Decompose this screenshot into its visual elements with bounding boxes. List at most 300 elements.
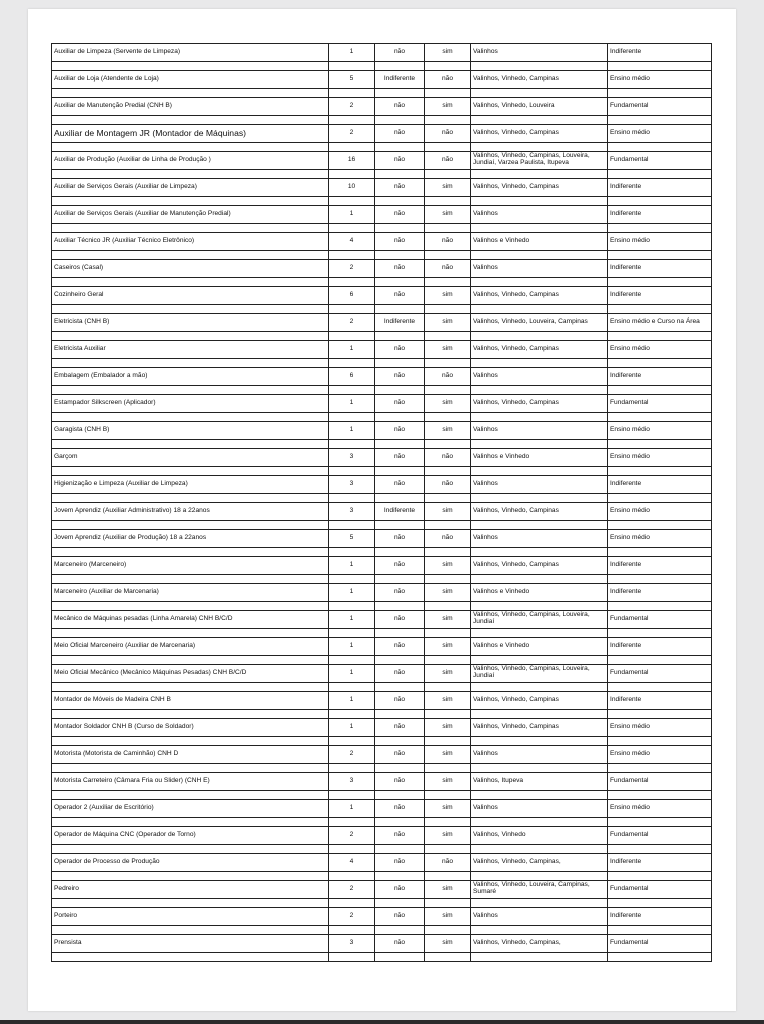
cell-col4: sim — [425, 395, 471, 413]
spacer-cell — [375, 142, 425, 152]
spacer-cell — [375, 844, 425, 854]
spacer-cell — [52, 304, 329, 314]
spacer-cell — [52, 142, 329, 152]
cell-location: Valinhos — [471, 260, 608, 278]
cell-education: Ensino médio — [608, 341, 712, 359]
table-row — [52, 476, 712, 494]
spacer-cell — [375, 115, 425, 125]
spacer-cell — [471, 466, 608, 476]
spacer-cell — [329, 169, 375, 179]
spacer-cell — [52, 574, 329, 584]
spacer-cell — [329, 439, 375, 449]
spacer-cell — [52, 61, 329, 71]
spacer-cell — [52, 223, 329, 233]
row-spacer — [52, 925, 712, 935]
spacer-cell — [608, 115, 712, 125]
spacer-cell — [471, 331, 608, 341]
cell-location: Valinhos, Vinhedo, Campinas — [471, 287, 608, 305]
spacer-cell — [471, 115, 608, 125]
spacer-cell — [329, 493, 375, 503]
spacer-cell — [471, 844, 608, 854]
spacer-cell — [375, 277, 425, 287]
cell-col4: sim — [425, 98, 471, 116]
spacer-cell — [375, 925, 425, 935]
cell-education: Ensino médio e Curso na Área — [608, 314, 712, 332]
spacer-cell — [52, 871, 329, 881]
table-row — [52, 881, 712, 899]
cell-job-title: Montador de Móveis de Madeira CNH B — [52, 692, 329, 710]
row-spacer — [52, 331, 712, 341]
cell-col3: não — [375, 854, 425, 872]
spacer-cell — [425, 925, 471, 935]
spacer-cell — [52, 250, 329, 260]
row-spacer — [52, 169, 712, 179]
spacer-cell — [608, 277, 712, 287]
table-row — [52, 233, 712, 251]
cell-col4: sim — [425, 908, 471, 926]
row-spacer — [52, 385, 712, 395]
spacer-cell — [375, 358, 425, 368]
spacer-cell — [329, 520, 375, 530]
spacer-cell — [329, 88, 375, 98]
cell-job-title: Garçom — [52, 449, 329, 467]
document-page — [28, 9, 736, 1011]
cell-col3: não — [375, 125, 425, 143]
cell-education: Ensino médio — [608, 800, 712, 818]
spacer-cell — [608, 871, 712, 881]
cell-job-title: Motorista (Motorista de Caminhão) CNH D — [52, 746, 329, 764]
spacer-cell — [425, 844, 471, 854]
cell-education: Fundamental — [608, 665, 712, 683]
table-row — [52, 800, 712, 818]
row-spacer — [52, 412, 712, 422]
cell-vacancies: 5 — [329, 71, 375, 89]
spacer-cell — [52, 493, 329, 503]
cell-education: Indiferente — [608, 260, 712, 278]
cell-vacancies: 6 — [329, 368, 375, 386]
spacer-cell — [608, 952, 712, 962]
row-spacer — [52, 439, 712, 449]
bottom-edge-bar — [0, 1020, 764, 1024]
cell-col4: sim — [425, 44, 471, 62]
cell-col3: não — [375, 395, 425, 413]
cell-vacancies: 2 — [329, 260, 375, 278]
cell-location: Valinhos, Vinhedo, Campinas, Louveira, Jundiaí, Varzea Paulista, Itupeva — [471, 152, 608, 170]
spacer-cell — [52, 817, 329, 827]
spacer-cell — [471, 871, 608, 881]
spacer-cell — [608, 169, 712, 179]
cell-job-title: Prensista — [52, 935, 329, 953]
cell-col3: Indiferente — [375, 503, 425, 521]
spacer-cell — [608, 547, 712, 557]
cell-education: Indiferente — [608, 206, 712, 224]
spacer-cell — [471, 493, 608, 503]
table-row — [52, 422, 712, 440]
cell-vacancies: 4 — [329, 854, 375, 872]
spacer-cell — [329, 790, 375, 800]
cell-education: Ensino médio — [608, 746, 712, 764]
spacer-cell — [608, 412, 712, 422]
cell-col4: sim — [425, 503, 471, 521]
cell-education: Ensino médio — [608, 503, 712, 521]
cell-col3: não — [375, 368, 425, 386]
spacer-cell — [471, 574, 608, 584]
spacer-cell — [375, 817, 425, 827]
table-row — [52, 449, 712, 467]
spacer-cell — [52, 898, 329, 908]
cell-education: Fundamental — [608, 935, 712, 953]
spacer-cell — [471, 520, 608, 530]
cell-col4: não — [425, 449, 471, 467]
row-spacer — [52, 88, 712, 98]
spacer-cell — [329, 871, 375, 881]
spacer-cell — [52, 682, 329, 692]
spacer-cell — [608, 844, 712, 854]
row-spacer — [52, 952, 712, 962]
table-row — [52, 260, 712, 278]
cell-col3: não — [375, 287, 425, 305]
cell-col3: não — [375, 557, 425, 575]
cell-col4: sim — [425, 287, 471, 305]
spacer-cell — [375, 655, 425, 665]
cell-col3: não — [375, 719, 425, 737]
row-spacer — [52, 466, 712, 476]
cell-job-title: Jovem Aprendiz (Auxiliar de Produção) 18 a 22anos — [52, 530, 329, 548]
spacer-cell — [329, 277, 375, 287]
spacer-cell — [52, 358, 329, 368]
spacer-cell — [375, 385, 425, 395]
table-row — [52, 746, 712, 764]
cell-location: Valinhos, Vinhedo, Louveira — [471, 98, 608, 116]
spacer-cell — [329, 196, 375, 206]
spacer-cell — [471, 952, 608, 962]
cell-location: Valinhos — [471, 206, 608, 224]
spacer-cell — [425, 250, 471, 260]
cell-vacancies: 1 — [329, 719, 375, 737]
cell-col3: não — [375, 827, 425, 845]
cell-col4: sim — [425, 611, 471, 629]
cell-col3: não — [375, 881, 425, 899]
spacer-cell — [608, 925, 712, 935]
cell-col3: não — [375, 341, 425, 359]
spacer-cell — [329, 628, 375, 638]
spacer-cell — [471, 412, 608, 422]
row-spacer — [52, 871, 712, 881]
row-spacer — [52, 736, 712, 746]
job-vacancies-table — [51, 43, 712, 962]
cell-job-title: Montador Soldador CNH B (Curso de Soldador) — [52, 719, 329, 737]
spacer-cell — [52, 169, 329, 179]
cell-col4: sim — [425, 665, 471, 683]
cell-location: Valinhos, Vinhedo, Campinas, — [471, 935, 608, 953]
cell-location: Valinhos, Vinhedo, Campinas — [471, 692, 608, 710]
cell-education: Fundamental — [608, 881, 712, 899]
cell-col3: não — [375, 476, 425, 494]
cell-col4: sim — [425, 773, 471, 791]
spacer-cell — [375, 871, 425, 881]
cell-education: Indiferente — [608, 179, 712, 197]
cell-vacancies: 1 — [329, 638, 375, 656]
spacer-cell — [425, 763, 471, 773]
cell-col4: sim — [425, 422, 471, 440]
spacer-cell — [608, 520, 712, 530]
spacer-cell — [52, 925, 329, 935]
cell-job-title: Embalagem (Embalador a mão) — [52, 368, 329, 386]
cell-col4: sim — [425, 692, 471, 710]
cell-col4: sim — [425, 206, 471, 224]
cell-vacancies: 3 — [329, 935, 375, 953]
spacer-cell — [375, 736, 425, 746]
cell-job-title: Garagista (CNH B) — [52, 422, 329, 440]
spacer-cell — [375, 331, 425, 341]
cell-vacancies: 2 — [329, 98, 375, 116]
spacer-cell — [375, 520, 425, 530]
cell-col3: não — [375, 530, 425, 548]
spacer-cell — [329, 709, 375, 719]
cell-col3: não — [375, 935, 425, 953]
cell-vacancies: 16 — [329, 152, 375, 170]
cell-location: Valinhos, Vinhedo, Campinas — [471, 71, 608, 89]
table-row — [52, 314, 712, 332]
cell-col4: sim — [425, 341, 471, 359]
cell-col3: não — [375, 152, 425, 170]
spacer-cell — [608, 655, 712, 665]
cell-vacancies: 1 — [329, 800, 375, 818]
table-row — [52, 98, 712, 116]
spacer-cell — [52, 466, 329, 476]
cell-col4: não — [425, 476, 471, 494]
spacer-cell — [425, 466, 471, 476]
cell-vacancies: 2 — [329, 125, 375, 143]
spacer-cell — [608, 142, 712, 152]
cell-col3: não — [375, 800, 425, 818]
cell-col4: sim — [425, 746, 471, 764]
spacer-cell — [375, 169, 425, 179]
table-row — [52, 827, 712, 845]
spacer-cell — [608, 763, 712, 773]
spacer-cell — [425, 385, 471, 395]
cell-col3: não — [375, 260, 425, 278]
cell-location: Valinhos e Vinhedo — [471, 449, 608, 467]
spacer-cell — [471, 88, 608, 98]
spacer-cell — [608, 304, 712, 314]
cell-col3: Indiferente — [375, 71, 425, 89]
spacer-cell — [52, 88, 329, 98]
spacer-cell — [329, 898, 375, 908]
table-row — [52, 719, 712, 737]
spacer-cell — [608, 223, 712, 233]
spacer-cell — [608, 898, 712, 908]
spacer-cell — [375, 412, 425, 422]
cell-location: Valinhos, Vinhedo, Louveira, Campinas, Sumaré — [471, 881, 608, 899]
spacer-cell — [52, 844, 329, 854]
row-spacer — [52, 655, 712, 665]
table-row — [52, 368, 712, 386]
cell-col3: não — [375, 638, 425, 656]
spacer-cell — [52, 790, 329, 800]
spacer-cell — [329, 304, 375, 314]
spacer-cell — [52, 412, 329, 422]
cell-vacancies: 6 — [329, 287, 375, 305]
cell-col3: não — [375, 422, 425, 440]
spacer-cell — [425, 952, 471, 962]
spacer-cell — [471, 547, 608, 557]
row-spacer — [52, 709, 712, 719]
table-row — [52, 530, 712, 548]
cell-vacancies: 2 — [329, 314, 375, 332]
cell-col4: sim — [425, 638, 471, 656]
cell-vacancies: 4 — [329, 233, 375, 251]
spacer-cell — [329, 61, 375, 71]
cell-location: Valinhos, Vinhedo, Campinas — [471, 125, 608, 143]
spacer-cell — [375, 628, 425, 638]
spacer-cell — [425, 277, 471, 287]
cell-col4: não — [425, 368, 471, 386]
spacer-cell — [329, 682, 375, 692]
cell-col4: não — [425, 71, 471, 89]
cell-col3: não — [375, 665, 425, 683]
table-row — [52, 611, 712, 629]
cell-education: Fundamental — [608, 395, 712, 413]
cell-job-title: Meio Oficial Marceneiro (Auxiliar de Marcenaria) — [52, 638, 329, 656]
cell-col4: não — [425, 530, 471, 548]
cell-job-title: Operador 2 (Auxiliar de Escritório) — [52, 800, 329, 818]
spacer-cell — [329, 115, 375, 125]
spacer-cell — [52, 601, 329, 611]
spacer-cell — [52, 385, 329, 395]
cell-job-title: Pedreiro — [52, 881, 329, 899]
cell-vacancies: 3 — [329, 773, 375, 791]
cell-location: Valinhos — [471, 422, 608, 440]
spacer-cell — [52, 520, 329, 530]
spacer-cell — [425, 574, 471, 584]
cell-education: Indiferente — [608, 476, 712, 494]
spacer-cell — [471, 898, 608, 908]
spacer-cell — [608, 385, 712, 395]
cell-col4: não — [425, 233, 471, 251]
cell-education: Indiferente — [608, 287, 712, 305]
spacer-cell — [52, 628, 329, 638]
row-spacer — [52, 61, 712, 71]
cell-col3: não — [375, 692, 425, 710]
cell-education: Fundamental — [608, 98, 712, 116]
spacer-cell — [329, 601, 375, 611]
spacer-cell — [375, 790, 425, 800]
cell-job-title: Operador de Processo de Produção — [52, 854, 329, 872]
cell-col4: sim — [425, 179, 471, 197]
cell-education: Ensino médio — [608, 530, 712, 548]
cell-vacancies: 2 — [329, 881, 375, 899]
spacer-cell — [52, 115, 329, 125]
spacer-cell — [329, 925, 375, 935]
row-spacer — [52, 277, 712, 287]
spacer-cell — [375, 61, 425, 71]
cell-job-title: Higienização e Limpeza (Auxiliar de Limpeza) — [52, 476, 329, 494]
spacer-cell — [425, 412, 471, 422]
cell-location: Valinhos — [471, 908, 608, 926]
table-row — [52, 152, 712, 170]
cell-education: Fundamental — [608, 611, 712, 629]
cell-job-title: Estampador Silkscreen (Aplicador) — [52, 395, 329, 413]
spacer-cell — [425, 547, 471, 557]
cell-vacancies: 2 — [329, 908, 375, 926]
cell-vacancies: 1 — [329, 341, 375, 359]
spacer-cell — [329, 142, 375, 152]
cell-col3: não — [375, 44, 425, 62]
spacer-cell — [425, 88, 471, 98]
cell-education: Fundamental — [608, 152, 712, 170]
cell-col3: não — [375, 746, 425, 764]
spacer-cell — [52, 709, 329, 719]
row-spacer — [52, 520, 712, 530]
cell-col4: sim — [425, 800, 471, 818]
cell-col3: Indiferente — [375, 314, 425, 332]
spacer-cell — [471, 304, 608, 314]
cell-location: Valinhos, Itupeva — [471, 773, 608, 791]
cell-col3: não — [375, 206, 425, 224]
spacer-cell — [375, 88, 425, 98]
cell-job-title: Motorista Carreteiro (Câmara Fria ou Slider) (CNH E) — [52, 773, 329, 791]
cell-location: Valinhos e Vinhedo — [471, 584, 608, 602]
cell-location: Valinhos e Vinhedo — [471, 638, 608, 656]
spacer-cell — [471, 196, 608, 206]
cell-education: Ensino médio — [608, 233, 712, 251]
cell-col4: sim — [425, 719, 471, 737]
spacer-cell — [608, 493, 712, 503]
spacer-cell — [329, 817, 375, 827]
spacer-cell — [375, 898, 425, 908]
cell-job-title: Eletricista (CNH B) — [52, 314, 329, 332]
spacer-cell — [425, 358, 471, 368]
cell-col3: não — [375, 611, 425, 629]
cell-location: Valinhos — [471, 530, 608, 548]
spacer-cell — [425, 304, 471, 314]
row-spacer — [52, 574, 712, 584]
spacer-cell — [329, 385, 375, 395]
cell-education: Indiferente — [608, 368, 712, 386]
cell-job-title: Cozinheiro Geral — [52, 287, 329, 305]
spacer-cell — [471, 736, 608, 746]
table-row — [52, 584, 712, 602]
spacer-cell — [608, 250, 712, 260]
cell-col3: não — [375, 773, 425, 791]
spacer-cell — [329, 223, 375, 233]
spacer-cell — [608, 682, 712, 692]
spacer-cell — [471, 169, 608, 179]
cell-job-title: Meio Oficial Mecânico (Mecânico Máquinas Pesadas) CNH B/C/D — [52, 665, 329, 683]
spacer-cell — [471, 655, 608, 665]
table-row — [52, 71, 712, 89]
cell-location: Valinhos, Vinhedo, Campinas — [471, 395, 608, 413]
cell-vacancies: 1 — [329, 557, 375, 575]
cell-vacancies: 1 — [329, 395, 375, 413]
spacer-cell — [52, 439, 329, 449]
cell-job-title: Porteiro — [52, 908, 329, 926]
table-row — [52, 557, 712, 575]
table-row — [52, 179, 712, 197]
spacer-cell — [329, 547, 375, 557]
spacer-cell — [608, 61, 712, 71]
row-spacer — [52, 223, 712, 233]
cell-col4: sim — [425, 827, 471, 845]
spacer-cell — [425, 142, 471, 152]
cell-education: Ensino médio — [608, 719, 712, 737]
spacer-cell — [375, 601, 425, 611]
spacer-cell — [375, 439, 425, 449]
cell-col3: não — [375, 179, 425, 197]
row-spacer — [52, 790, 712, 800]
row-spacer — [52, 547, 712, 557]
